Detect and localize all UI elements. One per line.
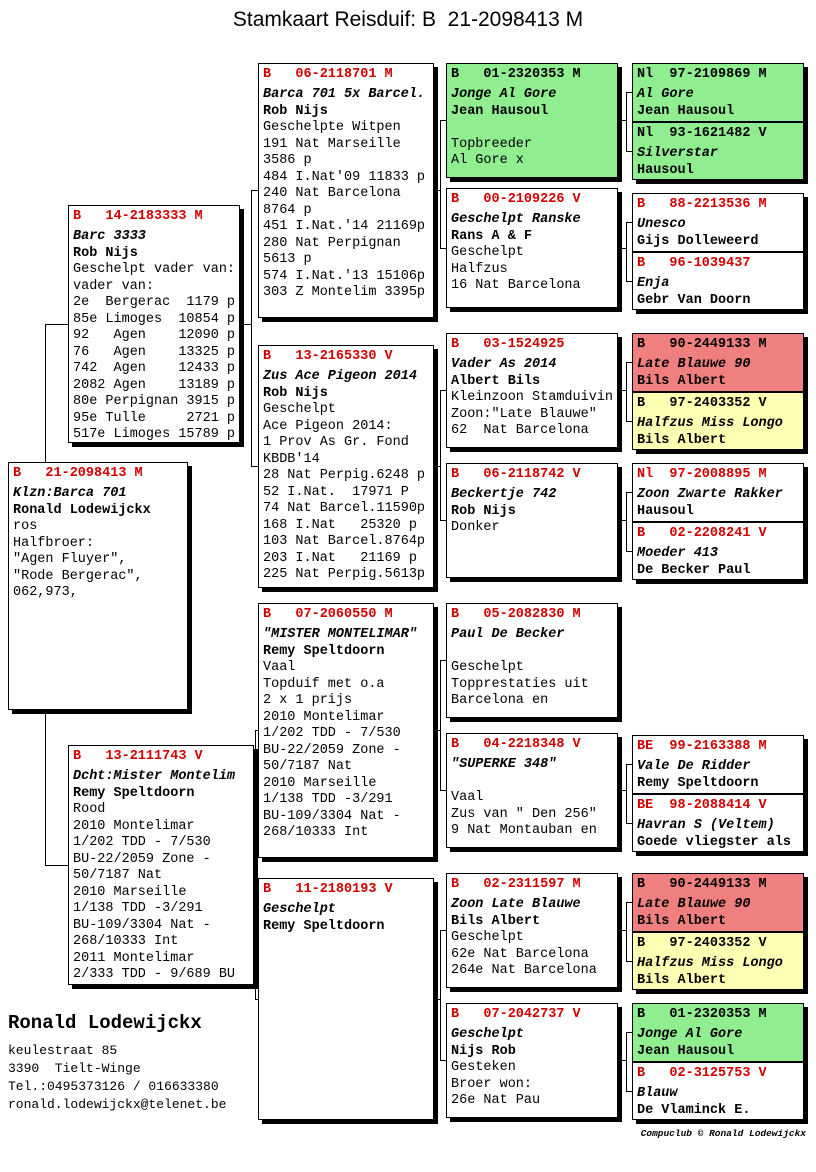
info-line: KBDB'14 bbox=[263, 451, 320, 467]
fancier-name: De Becker Paul bbox=[637, 562, 751, 578]
info-line: Donker bbox=[451, 520, 500, 535]
connector-line bbox=[618, 1060, 626, 1061]
pedigree-box-c3f bbox=[446, 733, 618, 848]
info-line: 203 I.Nat 21169 p bbox=[263, 550, 417, 566]
info-line: 191 Nat Marseille bbox=[263, 136, 401, 152]
info-line: 2010 Marseille bbox=[263, 775, 377, 791]
ring-number: B 05-2082830 M bbox=[451, 607, 581, 622]
connector-line bbox=[626, 902, 627, 962]
info-line: 451 I.Nat.'14 21169p bbox=[263, 219, 426, 234]
info-line: Al Gore x bbox=[451, 153, 524, 168]
ring-number: B 02-2311597 M bbox=[451, 877, 581, 892]
pigeon-name: Silverstar bbox=[637, 146, 719, 161]
connector-line bbox=[440, 120, 441, 249]
info-line: 16 Nat Barcelona bbox=[451, 278, 581, 293]
fancier-name: Remy Speltdoorn bbox=[263, 643, 385, 659]
pigeon-name: Late Blauwe 90 bbox=[637, 897, 751, 912]
ring-number: B 03-1524925 bbox=[451, 337, 565, 352]
owner-name: Ronald Lodewijckx bbox=[8, 1012, 202, 1034]
fancier-name: Albert Bils bbox=[451, 373, 541, 389]
ring-number: Nl 97-2008895 M bbox=[637, 467, 767, 482]
pigeon-name: "MISTER MONTELIMAR" bbox=[263, 627, 417, 642]
connector-line bbox=[440, 390, 441, 521]
ring-number: B 07-2042737 V bbox=[451, 1007, 581, 1022]
ring-number: B 97-2403352 V bbox=[637, 936, 767, 951]
pigeon-name: Beckertje 742 bbox=[451, 487, 557, 502]
fancier-name: Rob Nijs bbox=[451, 503, 516, 519]
ring-number: B 13-2111743 V bbox=[73, 749, 203, 764]
info-line: 1/138 TDD -3/291 bbox=[73, 901, 203, 916]
info-line: Halfzus bbox=[451, 261, 508, 277]
info-line: BU-109/3304 Nat - bbox=[263, 808, 401, 824]
info-line: 225 Nat Perpig.5613p bbox=[263, 567, 426, 582]
info-line: 95e Tulle 2721 p bbox=[73, 410, 236, 426]
pedigree-box-c2a bbox=[258, 63, 434, 318]
info-line: 268/10333 Int bbox=[73, 934, 179, 949]
info-line: 517e Limoges 15789 p bbox=[73, 427, 236, 442]
ring-number: B 96-1039437 bbox=[637, 256, 751, 271]
pigeon-name: Klzn:Barca 701 bbox=[13, 486, 127, 501]
owner-city: 3390 Tielt-Winge bbox=[8, 1061, 141, 1076]
pigeon-name: Jonge Al Gore bbox=[637, 1027, 743, 1042]
pedigree-box-c2c bbox=[258, 603, 434, 858]
pigeon-name: Dcht:Mister Montelim bbox=[73, 769, 236, 784]
info-line: 1/202 TDD - 7/530 bbox=[263, 726, 401, 741]
pigeon-name: Paul De Becker bbox=[451, 627, 565, 642]
connector-line bbox=[626, 764, 627, 824]
pigeon-name: Zus Ace Pigeon 2014 bbox=[263, 369, 417, 384]
info-line: 484 I.Nat'09 11833 p bbox=[263, 169, 426, 185]
ring-number: B 06-2118701 M bbox=[263, 67, 393, 82]
ring-number: B 01-2320353 M bbox=[637, 1007, 767, 1022]
connector-line bbox=[626, 1032, 627, 1092]
pedigree-box-c4a bbox=[632, 63, 804, 122]
fancier-name: Ronald Lodewijckx bbox=[13, 502, 151, 518]
pigeon-name: Barc 3333 bbox=[73, 229, 146, 244]
fancier-name: Bils Albert bbox=[451, 913, 541, 929]
info-line: 2010 Montelimar bbox=[73, 818, 195, 834]
pedigree-box-c2d bbox=[258, 878, 434, 1120]
owner-email: ronald.lodewijckx@telenet.be bbox=[8, 1097, 227, 1112]
info-line: 85e Limoges 10854 p bbox=[73, 311, 236, 327]
info-line: Kleinzoon Stamduivin bbox=[451, 390, 614, 405]
connector-line bbox=[45, 324, 68, 325]
pedigree-box-c4k bbox=[632, 873, 804, 932]
pigeon-name: Geschelpt bbox=[263, 902, 336, 917]
connector-line bbox=[251, 190, 258, 191]
ring-number: B 02-2208241 V bbox=[637, 526, 767, 541]
ring-number: B 04-2218348 V bbox=[451, 737, 581, 752]
info-line: 62 Nat Barcelona bbox=[451, 423, 589, 438]
pigeon-name: Vale De Ridder bbox=[637, 759, 751, 774]
ring-number: Nl 93-1621482 V bbox=[637, 126, 767, 141]
fancier-name: Remy Speltdoorn bbox=[637, 775, 759, 791]
fancier-name: Rob Nijs bbox=[73, 245, 138, 261]
info-line: 1/202 TDD - 7/530 bbox=[73, 835, 211, 850]
pedigree-box-c3d bbox=[446, 463, 618, 578]
info-line: 062,973, bbox=[13, 585, 78, 600]
pedigree-box-c3e bbox=[446, 603, 618, 718]
fancier-name: Remy Speltdoorn bbox=[263, 918, 385, 934]
pedigree-box-c4m bbox=[632, 1003, 804, 1062]
info-line: Geschelpt bbox=[451, 930, 524, 945]
pigeon-name: Barca 701 5x Barcel. bbox=[263, 87, 426, 102]
fancier-name: Bils Albert bbox=[637, 972, 727, 988]
fancier-name: Bils Albert bbox=[637, 913, 727, 929]
info-line: 2011 Montelimar bbox=[73, 950, 195, 966]
pedigree-box-c4d bbox=[632, 252, 804, 310]
connector-line bbox=[618, 120, 626, 121]
info-line: 3586 p bbox=[263, 153, 312, 168]
pedigree-box-mother bbox=[68, 745, 254, 985]
info-line: 240 Nat Barcelona bbox=[263, 186, 401, 201]
connector-line bbox=[618, 930, 626, 931]
info-line: Geschelpt bbox=[451, 660, 524, 675]
info-line: "Agen Fluyer", bbox=[13, 552, 127, 567]
pigeon-name: Geschelpt Ranske bbox=[451, 212, 581, 227]
info-line: BU-22/2059 Zone - bbox=[73, 851, 211, 867]
info-line: 92 Agen 12090 p bbox=[73, 328, 236, 343]
pedigree-box-c3a bbox=[446, 63, 618, 178]
info-line: Ace Pigeon 2014: bbox=[263, 418, 393, 434]
pedigree-box-c3c bbox=[446, 333, 618, 448]
ring-number: B 21-2098413 M bbox=[13, 466, 143, 481]
info-line: Geschelpte Witpen bbox=[263, 120, 401, 135]
info-line: 50/7187 Nat bbox=[73, 868, 163, 883]
info-line: Zoon:"Late Blauwe" bbox=[451, 406, 597, 422]
connector-line bbox=[618, 248, 626, 249]
info-line: vader van: bbox=[73, 278, 155, 294]
fancier-name: Nijs Rob bbox=[451, 1043, 516, 1059]
info-line: ros bbox=[13, 519, 38, 534]
info-line: 52 I.Nat. 17971 P bbox=[263, 484, 409, 500]
info-line: Topprestaties uit bbox=[451, 676, 589, 692]
info-line: 8764 p bbox=[263, 202, 312, 218]
owner-street: keulestraat 85 bbox=[8, 1043, 118, 1058]
pigeon-name: Al Gore bbox=[637, 87, 694, 102]
pedigree-box-c4n bbox=[632, 1062, 804, 1120]
ring-number: B 01-2320353 M bbox=[451, 67, 581, 82]
connector-line bbox=[239, 324, 251, 325]
info-line: 74 Nat Barcel.11590p bbox=[263, 501, 426, 516]
ring-number: B 97-2403352 V bbox=[637, 396, 767, 411]
connector-line bbox=[440, 930, 441, 1061]
pedigree-box-c4j bbox=[632, 794, 804, 852]
pigeon-name: Zoon Zwarte Rakker bbox=[637, 487, 783, 502]
fancier-name bbox=[451, 774, 613, 791]
fancier-name: Gebr Van Doorn bbox=[637, 292, 751, 308]
pigeon-name: "SUPERKE 348" bbox=[451, 757, 557, 772]
pedigree-box-c3b bbox=[446, 188, 618, 308]
fancier-name: Jean Hausoul bbox=[637, 103, 735, 119]
ring-number: B 90-2449133 M bbox=[637, 337, 767, 352]
pigeon-name: Geschelpt bbox=[451, 1027, 524, 1042]
fancier-name: Rob Nijs bbox=[263, 385, 328, 401]
info-line: Vaal bbox=[263, 660, 296, 675]
pedigree-box-c3h bbox=[446, 1003, 618, 1118]
connector-line bbox=[251, 466, 258, 467]
info-line: Zus van " Den 256" bbox=[451, 806, 597, 822]
connector-line bbox=[626, 92, 627, 152]
ring-number: B 02-3125753 V bbox=[637, 1066, 767, 1081]
fancier-name: Rob Nijs bbox=[263, 103, 328, 119]
connector-line bbox=[255, 730, 256, 1000]
pedigree-box-c4h bbox=[632, 522, 804, 580]
info-line: 280 Nat Perpignan bbox=[263, 235, 401, 251]
owner-phone: Tel.:0495373126 / 016633380 bbox=[8, 1079, 219, 1094]
info-line: Gesteken bbox=[451, 1060, 516, 1075]
info-line: Geschelpt bbox=[263, 402, 336, 417]
pigeon-name: Jonge Al Gore bbox=[451, 87, 557, 102]
pedigree-box-subject bbox=[8, 462, 188, 710]
fancier-name: Gijs Dolleweerd bbox=[637, 233, 759, 249]
connector-line bbox=[45, 324, 46, 464]
pedigree-box-c4i bbox=[632, 735, 804, 794]
info-line: Halfbroer: bbox=[13, 535, 95, 551]
connector-line bbox=[45, 710, 46, 866]
connector-line bbox=[626, 222, 627, 282]
connector-line bbox=[251, 190, 252, 467]
info-line: "Rode Bergerac", bbox=[13, 568, 143, 584]
pigeon-name: Havran S (Veltem) bbox=[637, 818, 775, 833]
connector-line bbox=[618, 790, 626, 791]
info-line: 264e Nat Barcelona bbox=[451, 963, 597, 978]
info-line: 62e Nat Barcelona bbox=[451, 946, 589, 962]
fancier-name bbox=[451, 644, 613, 661]
info-line: 26e Nat Pau bbox=[451, 1093, 541, 1108]
info-line: Topduif met o.a bbox=[263, 676, 385, 692]
info-line: 1/138 TDD -3/291 bbox=[263, 792, 393, 807]
pedigree-box-father bbox=[68, 205, 240, 443]
info-line: 268/10333 Int bbox=[263, 825, 369, 840]
connector-line bbox=[626, 362, 627, 422]
ring-number: B 14-2183333 M bbox=[73, 209, 203, 224]
info-line bbox=[451, 120, 613, 137]
credit-line: Compuclub © Ronald Lodewijckx bbox=[640, 1128, 806, 1139]
info-line: 76 Agen 13325 p bbox=[73, 344, 236, 360]
connector-line bbox=[45, 865, 68, 866]
info-line: Geschelpt vader van: bbox=[73, 262, 236, 277]
ring-number: B 88-2213536 M bbox=[637, 197, 767, 212]
info-line: 2082 Agen 13189 p bbox=[73, 377, 236, 393]
info-line: Vaal bbox=[451, 790, 484, 805]
info-line: Geschelpt bbox=[451, 245, 524, 260]
fancier-name: Hausoul bbox=[637, 503, 694, 519]
connector-line bbox=[440, 660, 441, 791]
owner-block bbox=[8, 1012, 226, 1114]
fancier-name: Rans A & F bbox=[451, 228, 533, 244]
pedigree-box-c4e bbox=[632, 333, 804, 392]
ring-number: B 90-2449133 M bbox=[637, 877, 767, 892]
pigeon-name: Late Blauwe 90 bbox=[637, 357, 751, 372]
pedigree-box-c2b bbox=[258, 345, 434, 588]
connector-line bbox=[618, 520, 626, 521]
pedigree-box-c4g bbox=[632, 463, 804, 522]
info-line: Topbreeder bbox=[451, 136, 533, 152]
info-line: 2/333 TDD - 9/689 BU bbox=[73, 967, 236, 982]
info-line: 103 Nat Barcel.8764p bbox=[263, 534, 426, 549]
info-line: 574 I.Nat.'13 15106p bbox=[263, 268, 426, 284]
ring-number: B 07-2060550 M bbox=[263, 607, 393, 622]
info-line: BU-109/3304 Nat - bbox=[73, 917, 211, 933]
pigeon-name: Halfzus Miss Longo bbox=[637, 416, 783, 431]
info-line: Broer won: bbox=[451, 1076, 533, 1092]
info-line: 1 Prov As Gr. Fond bbox=[263, 435, 409, 450]
info-line: 50/7187 Nat bbox=[263, 759, 353, 774]
fancier-name: Bils Albert bbox=[637, 432, 727, 448]
pigeon-name: Zoon Late Blauwe bbox=[451, 897, 581, 912]
info-line: 742 Agen 12433 p bbox=[73, 361, 236, 376]
info-line: 2010 Marseille bbox=[73, 884, 187, 900]
fancier-name: Goede vliegster als bbox=[637, 834, 791, 850]
info-line: 9 Nat Montauban en bbox=[451, 823, 597, 838]
ring-number: B 06-2118742 V bbox=[451, 467, 581, 482]
ring-number: B 00-2109226 V bbox=[451, 192, 581, 207]
fancier-name: Jean Hausoul bbox=[451, 103, 549, 119]
info-line: Barcelona en bbox=[451, 693, 549, 708]
connector-line bbox=[618, 390, 626, 391]
ring-number: B 13-2165330 V bbox=[263, 349, 393, 364]
info-line: 2 x 1 prijs bbox=[263, 693, 353, 708]
connector-line bbox=[626, 492, 627, 552]
info-line: 2010 Montelimar bbox=[263, 709, 385, 725]
info-line: BU-22/2059 Zone - bbox=[263, 742, 401, 758]
pigeon-name: Unesco bbox=[637, 217, 686, 232]
fancier-name: Remy Speltdoorn bbox=[73, 785, 195, 801]
pigeon-name: Moeder 413 bbox=[637, 546, 719, 561]
pigeon-name: Enja bbox=[637, 276, 670, 291]
info-line: 80e Perpignan 3915 p bbox=[73, 394, 236, 409]
info-line: 28 Nat Perpig.6248 p bbox=[263, 468, 426, 483]
ring-number: BE 98-2088414 V bbox=[637, 798, 767, 813]
fancier-name: Jean Hausoul bbox=[637, 1043, 735, 1059]
pedigree-box-c4b bbox=[632, 122, 804, 180]
page-title: Stamkaart Reisduif: B 21-2098413 M bbox=[232, 8, 584, 31]
pigeon-name: Blauw bbox=[637, 1086, 678, 1101]
ring-number: BE 99-2163388 M bbox=[637, 739, 767, 754]
pedigree-box-c4c bbox=[632, 193, 804, 252]
pedigree-box-c4f bbox=[632, 392, 804, 450]
info-line: 2e Bergerac 1179 p bbox=[73, 295, 236, 310]
ring-number: Nl 97-2109869 M bbox=[637, 67, 767, 82]
pigeon-name: Halfzus Miss Longo bbox=[637, 956, 783, 971]
fancier-name: Bils Albert bbox=[637, 373, 727, 389]
ring-number: B 11-2180193 V bbox=[263, 882, 393, 897]
fancier-name: De Vlaminck E. bbox=[637, 1102, 751, 1118]
info-line: 303 Z Montelim 3395p bbox=[263, 285, 426, 300]
pigeon-name: Vader As 2014 bbox=[451, 357, 557, 372]
info-line: Rood bbox=[73, 802, 106, 817]
pedigree-box-c3g bbox=[446, 873, 618, 988]
info-line: 168 I.Nat 25320 p bbox=[263, 517, 417, 533]
fancier-name: Hausoul bbox=[637, 162, 694, 178]
info-line: 5613 p bbox=[263, 252, 312, 267]
pedigree-box-c4l bbox=[632, 932, 804, 990]
